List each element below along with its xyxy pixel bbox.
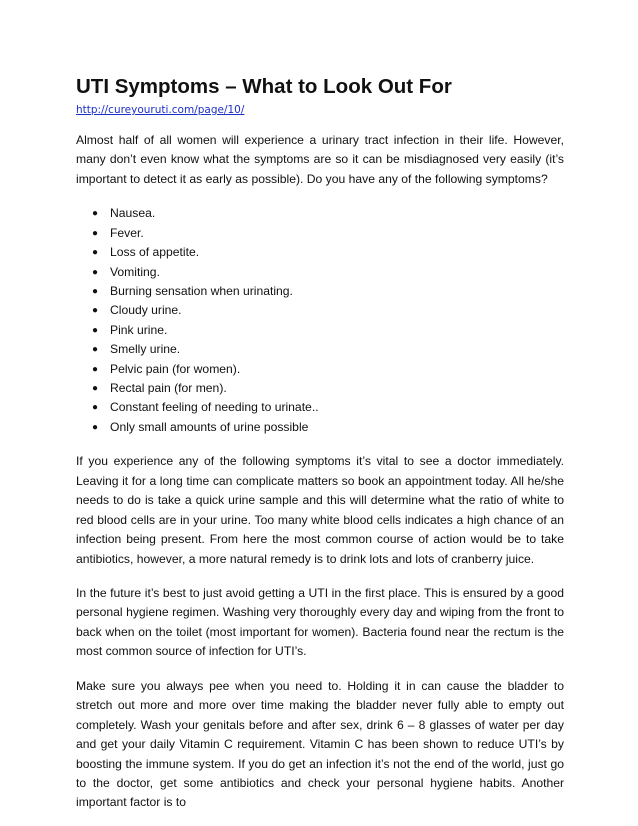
list-item (76, 321, 564, 340)
symptom-text: Only small amounts of urine possible (110, 419, 309, 434)
bullet-icon: ● (92, 344, 99, 356)
symptom-text: Constant feeling of needing to urinate.. (110, 400, 319, 415)
symptom-text: Rectal pain (for men). (110, 381, 227, 396)
symptom-list (76, 204, 564, 437)
page-title: UTI Symptoms – What to Look Out For (76, 75, 452, 98)
prevention-paragraph: In the future it’s best to just avoid getting a UTI in the first place. This is ensured by a good personal hygiene regimen. Washing very thoroughly every day and wiping from the front to back when on the toilet (most important for women). Bacteria found near the rectum is the most common source of infection for UTI’s. (76, 585, 564, 659)
symptom-text: Burning sensation when urinating. (110, 283, 293, 298)
doctor-advice-paragraph: If you experience any of the following symptoms it’s vital to see a doctor immediately. Leaving it for a long time can complicate matters so book an appointment today. All he/she needs to do is take a quick urine sample and this will determine what the ratio of white to red blood cells are in your urine. Too many white blood cells indicates a high chance of an infection being present. From here the most common course of action would be to take antibiotics, however, a more natural remedy is to drink lots and lots of cranberry juice. (76, 454, 564, 566)
bullet-icon: ● (92, 247, 99, 259)
symptom-text: Pink urine. (110, 322, 168, 337)
list-item (76, 282, 564, 301)
list-item (76, 243, 564, 262)
symptom-text: Vomiting. (110, 264, 160, 279)
symptom-text: Fever. (110, 225, 144, 240)
bullet-icon: ● (92, 208, 99, 220)
intro-paragraph: Almost half of all women will experience a urinary tract infection in their life. However, many don’t even know what the symptoms are so it can be misdiagnosed very easily (it’s important to detect it as early as possible). Do you have any of the following symptoms? (76, 133, 564, 186)
bullet-icon: ● (92, 363, 99, 375)
source-link[interactable]: http://cureyouruti.com/page/10/ (76, 104, 245, 116)
list-item (76, 224, 564, 243)
hygiene-tips-paragraph: Make sure you always pee when you need to. Holding it in can cause the bladder to stretch out more and more over time making the bladder never fully able to empty out completely. Wash your genitals before and after sex, drink 6 – 8 glasses of water per day and get your daily Vitamin C requirement. Vitamin C has been shown to reduce UTI’s by boosting the immune system. If you do get an infection it’s not the end of the world, just go to the doctor, get some antibiotics and check your personal hygiene habits. Another important factor is to (76, 678, 564, 810)
list-item (76, 360, 564, 379)
symptom-text: Nausea. (110, 206, 156, 221)
bullet-icon: ● (92, 402, 99, 414)
bullet-icon: ● (92, 324, 99, 336)
bullet-icon: ● (92, 383, 99, 395)
bullet-icon: ● (92, 227, 99, 239)
list-item (76, 398, 564, 417)
symptom-text: Pelvic pain (for women). (110, 361, 241, 376)
list-item (76, 340, 564, 359)
list-item (76, 379, 564, 398)
list-item (76, 204, 564, 223)
bullet-icon: ● (92, 305, 99, 317)
symptom-text: Smelly urine. (110, 342, 181, 357)
bullet-icon: ● (92, 266, 99, 278)
bullet-icon: ● (92, 285, 99, 297)
list-item (76, 418, 564, 437)
symptom-text: Cloudy urine. (110, 303, 182, 318)
list-item (76, 263, 564, 282)
document-page (76, 74, 564, 813)
symptom-text: Loss of appetite. (110, 245, 200, 260)
bullet-icon: ● (92, 421, 99, 433)
list-item (76, 301, 564, 320)
